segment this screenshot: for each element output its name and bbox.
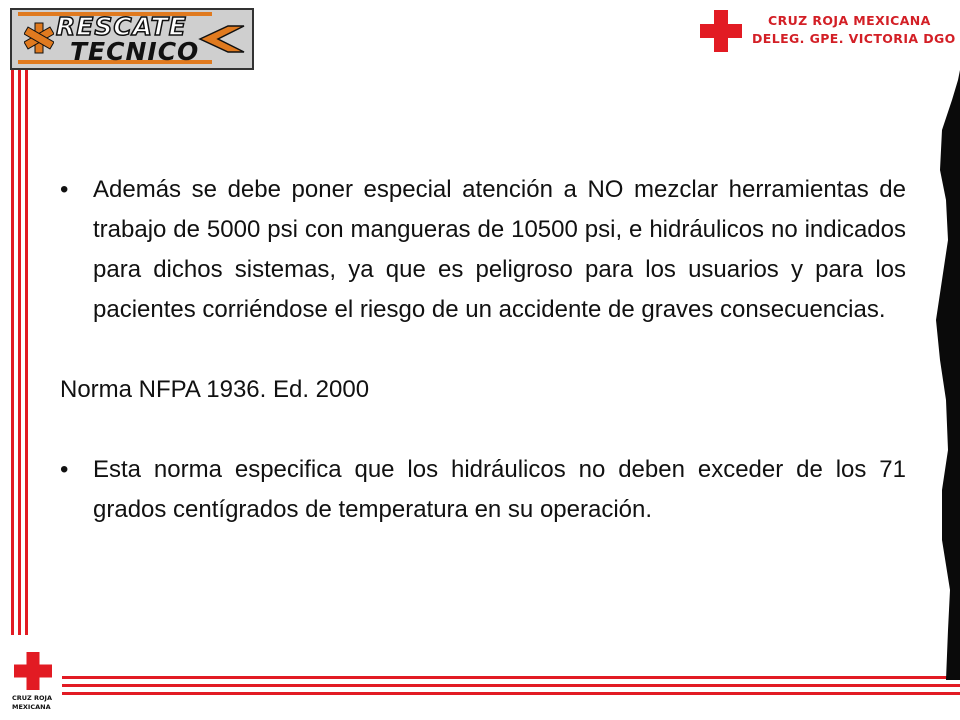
cruz-roja-footer-logo xyxy=(10,652,56,714)
red-cross-icon xyxy=(700,10,742,52)
norma-heading: Norma NFPA 1936. Ed. 2000 xyxy=(60,376,370,403)
frame-line-horizontal xyxy=(62,692,960,695)
frame-line-vertical xyxy=(11,70,14,635)
person-silhouette-graphic xyxy=(912,70,960,680)
frame-line-horizontal xyxy=(62,684,960,687)
bullet-point: • Esta norma especifica que los hidráulicos no deben exceder de los 71 grados centígrados de temperatura en su operación. xyxy=(60,450,906,530)
footer-logo-line1: CRUZ ROJA xyxy=(12,694,53,702)
red-cross-icon xyxy=(14,652,52,690)
frame-line-vertical xyxy=(25,70,28,635)
footer-logo-line2: MEXICANA xyxy=(12,703,51,711)
logo-text-tecnico: TECNICO xyxy=(70,37,200,66)
slide-content xyxy=(60,170,906,530)
star-of-life-icon xyxy=(24,22,54,54)
frame-line-horizontal xyxy=(62,676,960,679)
rescue-tool-icon xyxy=(198,24,246,54)
bullet-point: • Además se debe poner especial atención a NO mezclar herramientas de trabajo de 5000 psi con mangueras de 10500 psi, e hidráulicos no indicados para dichos sistemas, ya que es peligroso para los usuarios y para los pacientes corriéndose el riesgo de un accidente de graves consecuencias. xyxy=(60,170,906,330)
cruz-roja-title: CRUZ ROJA MEXICANA xyxy=(768,13,931,28)
logo-text-rescate: RESCATE xyxy=(56,12,187,41)
cruz-roja-header-logo xyxy=(696,6,956,52)
cruz-roja-delegation: DELEG. GPE. VICTORIA DGO xyxy=(752,31,956,46)
frame-line-vertical xyxy=(18,70,21,635)
rescate-tecnico-logo xyxy=(10,8,254,70)
